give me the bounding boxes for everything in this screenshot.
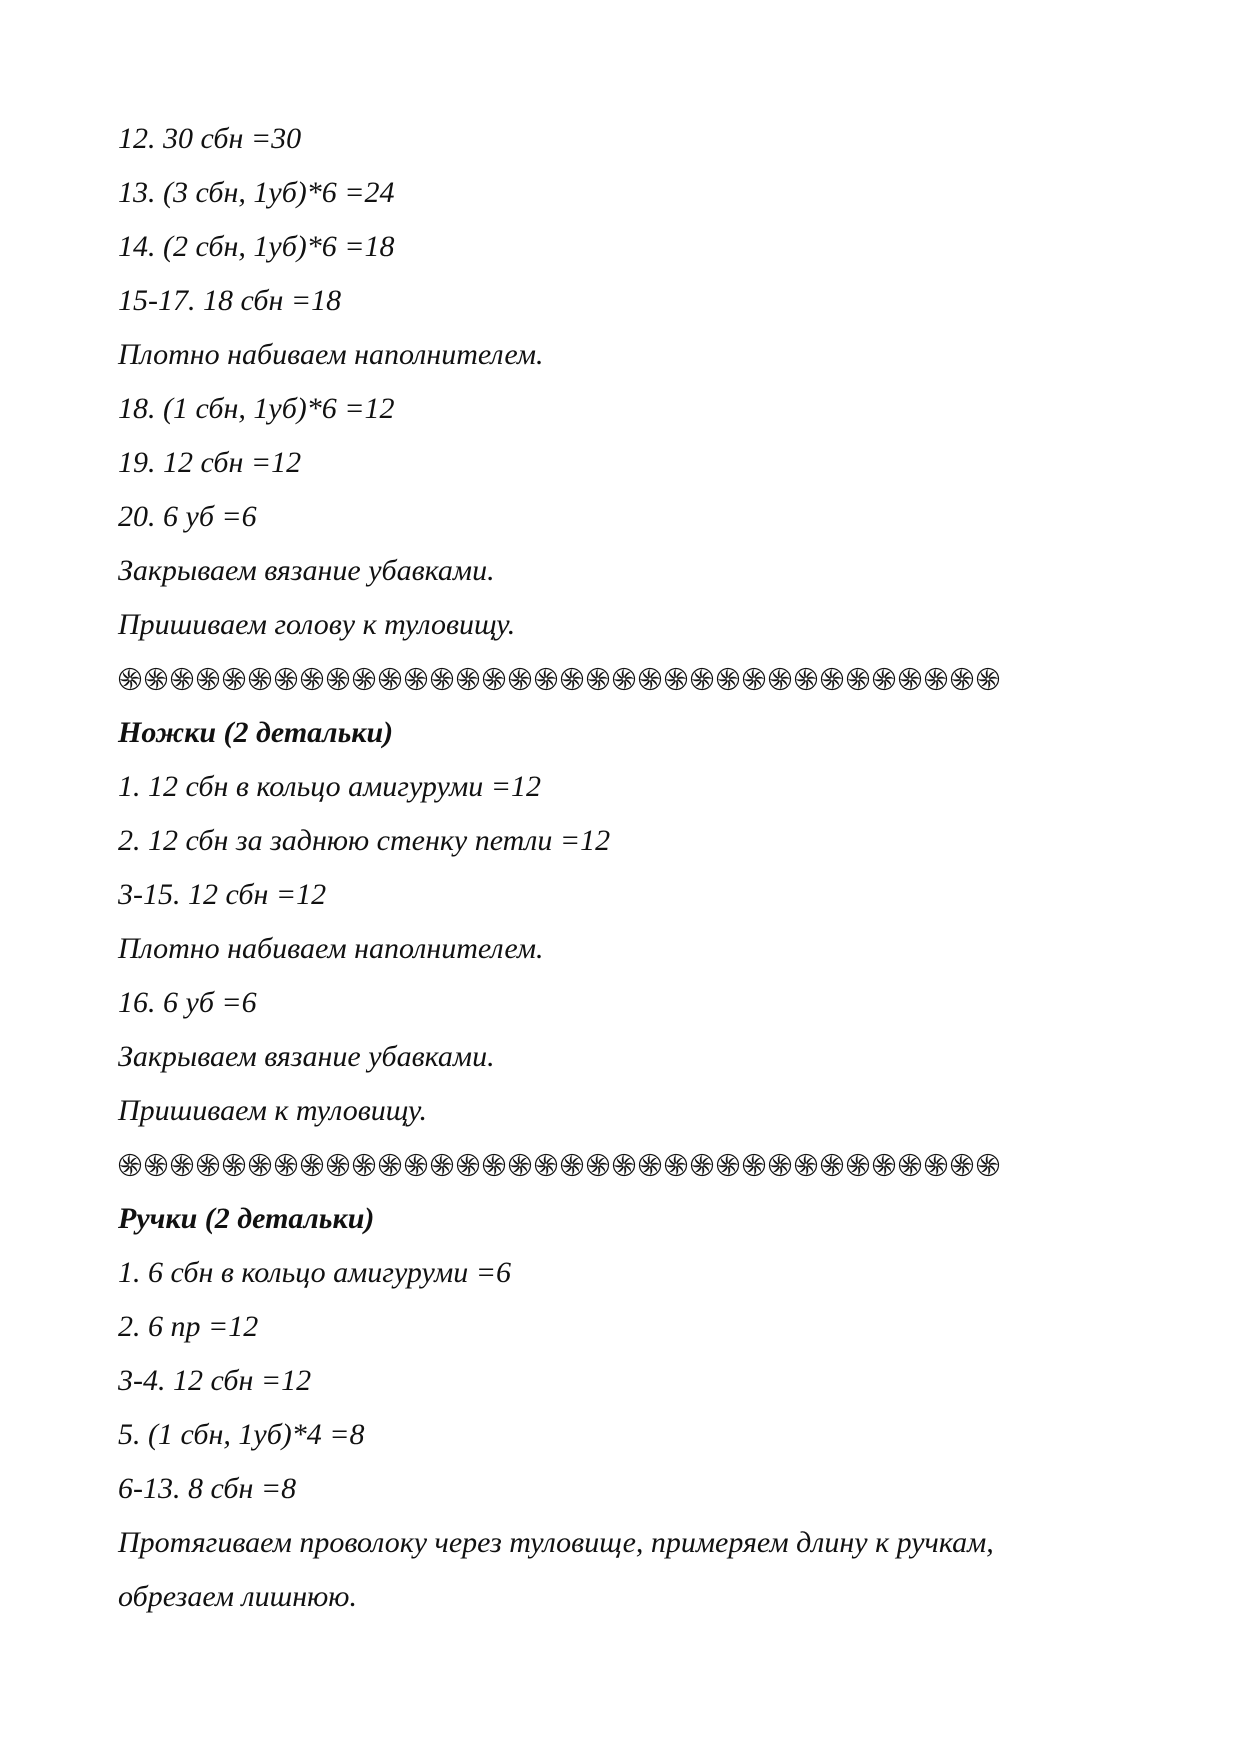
swirl-ornament-icon [846,1153,870,1177]
swirl-ornament-icon [456,667,480,691]
instruction-line: 2. 6 пр =12 [118,1310,259,1343]
swirl-ornament-icon [742,667,766,691]
swirl-ornament-icon [534,667,558,691]
swirl-ornament-icon [508,1153,532,1177]
instruction-line: Плотно набиваем наполнителем. [118,932,544,965]
swirl-ornament-icon [586,667,610,691]
swirl-ornament-icon [404,667,428,691]
swirl-ornament-icon [482,667,506,691]
section-arms [118,1192,1128,1624]
swirl-ornament-icon [898,1153,922,1177]
swirl-ornament-icon [924,1153,948,1177]
swirl-ornament-icon [872,1153,896,1177]
instruction-line: 19. 12 сбн =12 [118,446,302,479]
swirl-ornament-icon [768,667,792,691]
swirl-ornament-icon [430,667,454,691]
swirl-ornament-icon [872,667,896,691]
instruction-line: Закрываем вязание убавками. [118,554,495,587]
swirl-ornament-icon [794,667,818,691]
swirl-ornament-icon [456,1153,480,1177]
swirl-ornament-icon [690,667,714,691]
swirl-ornament-icon [352,1153,376,1177]
swirl-ornament-icon [508,667,532,691]
swirl-ornament-icon [794,1153,818,1177]
document-page [118,112,1128,1624]
swirl-ornament-icon [248,1153,272,1177]
swirl-ornament-icon [638,1153,662,1177]
swirl-ornament-icon [196,1153,220,1177]
swirl-ornament-icon [378,667,402,691]
swirl-ornament-icon [326,667,350,691]
swirl-ornament-icon [144,1153,168,1177]
swirl-ornament-icon [300,667,324,691]
swirl-ornament-icon [534,1153,558,1177]
instruction-line: 1. 12 сбн в кольцо амигуруми =12 [118,770,541,803]
swirl-ornament-icon [664,1153,688,1177]
section-heading: Ручки (2 детальки) [118,1202,375,1235]
instruction-line: 6-13. 8 сбн =8 [118,1472,297,1505]
swirl-ornament-icon [976,667,1000,691]
swirl-ornament-icon [820,1153,844,1177]
instruction-line: 18. (1 сбн, 1уб)*6 =12 [118,392,395,425]
swirl-ornament-icon [430,1153,454,1177]
swirl-ornament-icon [638,667,662,691]
swirl-ornament-icon [196,667,220,691]
swirl-ornament-icon [560,1153,584,1177]
swirl-ornament-icon [976,1153,1000,1177]
swirl-ornament-icon [170,1153,194,1177]
instruction-line: 3-4. 12 сбн =12 [118,1364,312,1397]
swirl-ornament-icon [118,667,142,691]
instruction-line: 13. (3 сбн, 1уб)*6 =24 [118,176,395,209]
instruction-line: 16. 6 уб =6 [118,986,257,1019]
swirl-ornament-icon [274,667,298,691]
swirl-ornament-icon [378,1153,402,1177]
swirl-ornament-icon [404,1153,428,1177]
instruction-line: 3-15. 12 сбн =12 [118,878,327,911]
instruction-line: 2. 12 сбн за заднюю стенку петли =12 [118,824,611,857]
instruction-line: Плотно набиваем наполнителем. [118,338,544,371]
instruction-line: 5. (1 сбн, 1уб)*4 =8 [118,1418,365,1451]
instruction-line: Протягиваем проволоку через туловище, примеряем длину к ручкам, [118,1526,994,1559]
instruction-line: Закрываем вязание убавками. [118,1040,495,1073]
swirl-ornament-icon [482,1153,506,1177]
instruction-line: 12. 30 сбн =30 [118,122,302,155]
instruction-line: 1. 6 сбн в кольцо амигуруми =6 [118,1256,511,1289]
ornament-divider [118,1138,1128,1192]
instruction-line: Пришиваем к туловищу. [118,1094,427,1127]
swirl-ornament-icon [846,667,870,691]
instruction-line: 15-17. 18 сбн =18 [118,284,342,317]
swirl-ornament-icon [222,667,246,691]
swirl-ornament-icon [560,667,584,691]
swirl-ornament-icon [352,667,376,691]
swirl-ornament-icon [898,667,922,691]
swirl-ornament-icon [300,1153,324,1177]
swirl-ornament-icon [716,667,740,691]
swirl-ornament-icon [768,1153,792,1177]
swirl-ornament-icon [664,667,688,691]
instruction-line: 14. (2 сбн, 1уб)*6 =18 [118,230,395,263]
section-heading: Ножки (2 детальки) [118,716,394,749]
instruction-line: 20. 6 уб =6 [118,500,257,533]
swirl-ornament-icon [742,1153,766,1177]
swirl-ornament-icon [950,1153,974,1177]
swirl-ornament-icon [144,667,168,691]
swirl-ornament-icon [274,1153,298,1177]
instruction-line: Пришиваем голову к туловищу. [118,608,516,641]
section-legs [118,706,1128,1138]
swirl-ornament-icon [586,1153,610,1177]
swirl-ornament-icon [612,1153,636,1177]
swirl-ornament-icon [222,1153,246,1177]
ornament-divider [118,652,1128,706]
swirl-ornament-icon [326,1153,350,1177]
swirl-ornament-icon [716,1153,740,1177]
swirl-ornament-icon [118,1153,142,1177]
swirl-ornament-icon [820,667,844,691]
swirl-ornament-icon [170,667,194,691]
section-body [118,112,1128,652]
swirl-ornament-icon [248,667,272,691]
swirl-ornament-icon [950,667,974,691]
swirl-ornament-icon [690,1153,714,1177]
swirl-ornament-icon [612,667,636,691]
instruction-line: обрезаем лишнюю. [118,1580,357,1613]
swirl-ornament-icon [924,667,948,691]
